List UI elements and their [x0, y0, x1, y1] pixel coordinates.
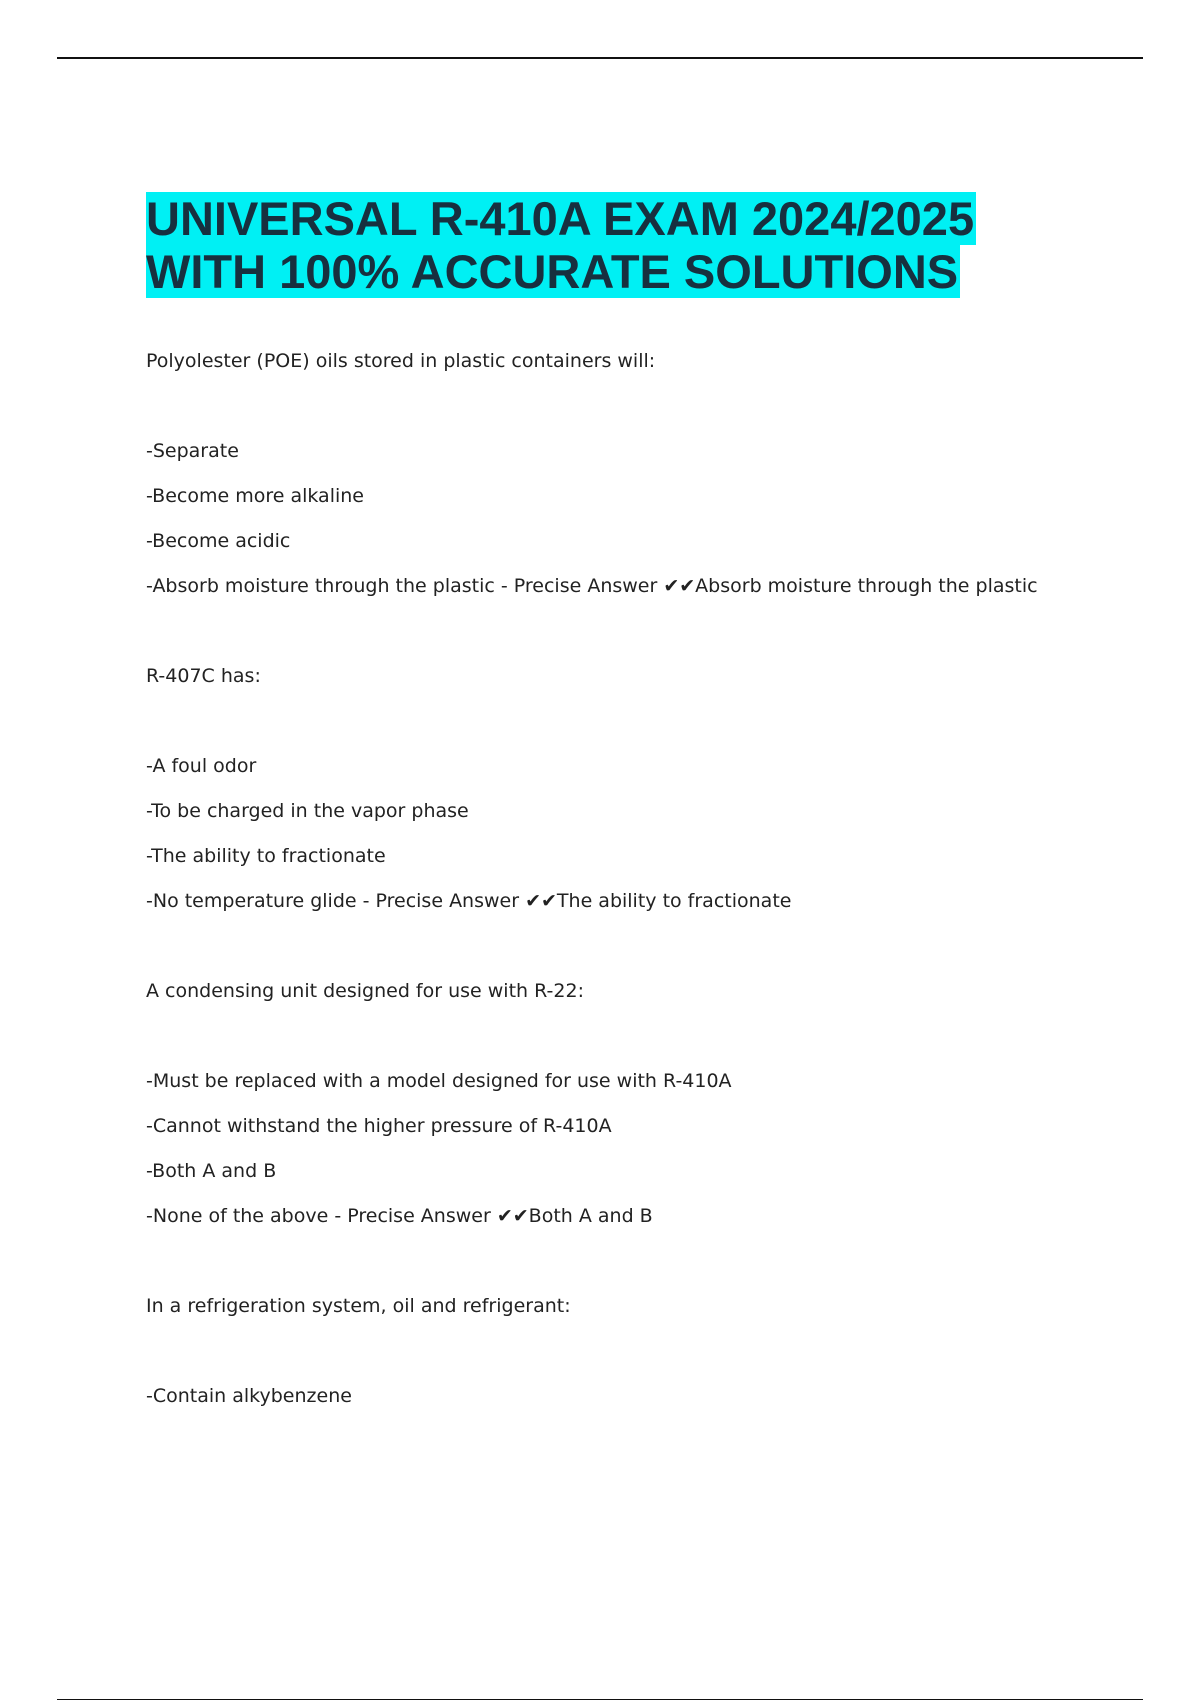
- header-rule: [57, 57, 1143, 59]
- question-block-3: [146, 976, 1146, 1246]
- question-block-2: [146, 661, 1146, 931]
- question-block-4: [146, 1291, 1146, 1426]
- answer-option: -Separate: [146, 440, 239, 462]
- question-prompt: In a refrigeration system, oil and refrigerant:: [146, 1295, 571, 1317]
- answer-option: -The ability to fractionate: [146, 845, 386, 867]
- answer-option: -To be charged in the vapor phase: [146, 800, 469, 822]
- title-line-1: UNIVERSAL R-410A EXAM 2024/2025: [146, 192, 975, 245]
- question-prompt: R-407C has:: [146, 665, 261, 687]
- answer-option: -No temperature glide - Precise Answer ✔✔The ability to fractionate: [146, 890, 792, 912]
- answer-option: -Absorb moisture through the plastic - Precise Answer ✔✔Absorb moisture through the plastic: [146, 575, 1038, 597]
- question-prompt: A condensing unit designed for use with R-22:: [146, 980, 584, 1002]
- answer-option: -Become more alkaline: [146, 485, 364, 507]
- answer-option: -Must be replaced with a model designed for use with R-410A: [146, 1070, 732, 1092]
- question-block-1: [146, 346, 1146, 616]
- title-line-2: WITH 100% ACCURATE SOLUTIONS: [146, 245, 959, 298]
- answer-option: -None of the above - Precise Answer ✔✔Both A and B: [146, 1205, 653, 1227]
- answer-option: -Cannot withstand the higher pressure of R-410A: [146, 1115, 612, 1137]
- document-title: [146, 192, 976, 298]
- answer-option: -Become acidic: [146, 530, 291, 552]
- question-list: [146, 346, 1146, 1426]
- answer-option: -A foul odor: [146, 755, 257, 777]
- answer-option: -Both A and B: [146, 1160, 277, 1182]
- answer-option: -Contain alkybenzene: [146, 1385, 352, 1407]
- question-prompt: Polyolester (POE) oils stored in plastic containers will:: [146, 350, 656, 372]
